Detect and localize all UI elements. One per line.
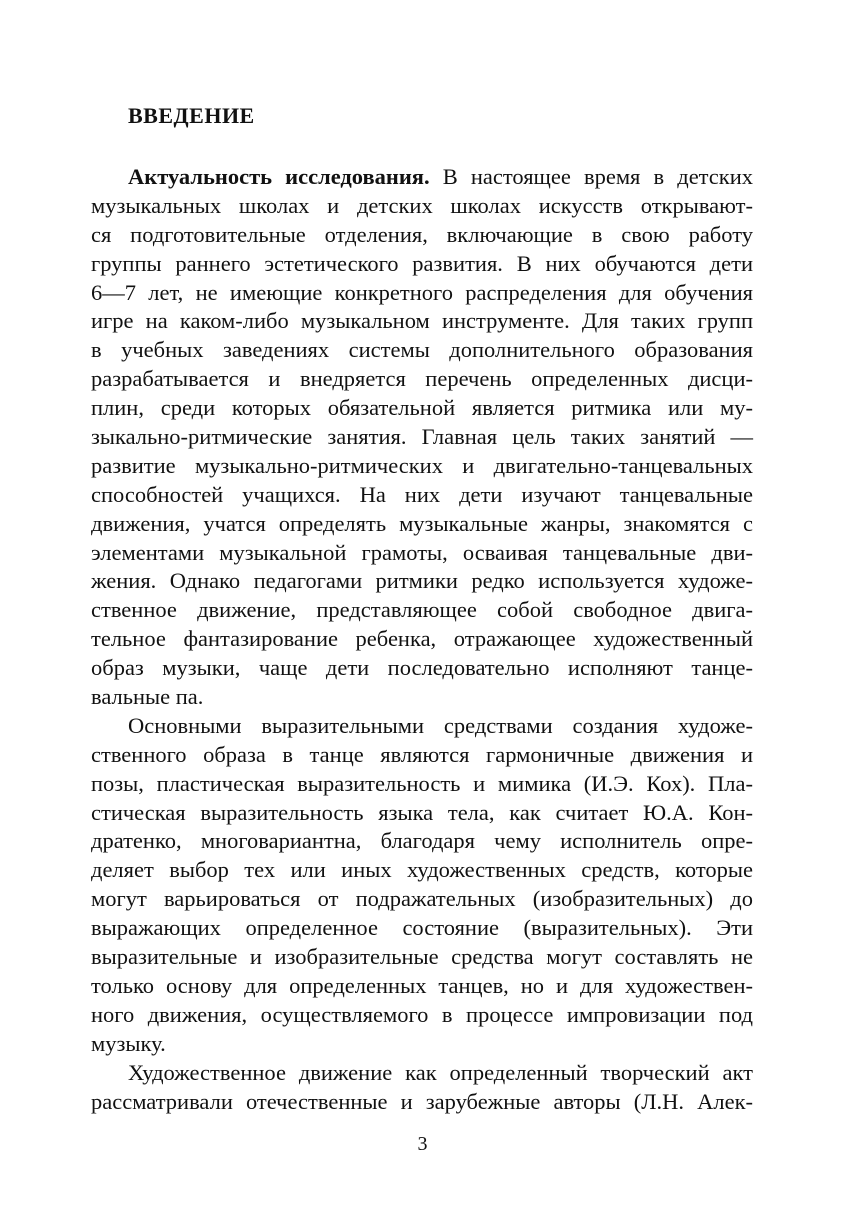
text-line: образ музыки, чаще дети последовательно исполняют танце- [91,655,753,681]
text-line: тельное фантазирование ребенка, отражающее художественный [91,626,753,652]
section-heading: ВВЕДЕНИЕ [128,103,255,128]
text-line: ственное движение, представляющее собой свободное двига- [91,597,753,623]
text-line: могут варьироваться от подражательных (изобразительных) до [91,886,753,912]
text-line: ного движения, осуществляемого в процессе импровизации под [91,1001,753,1027]
text-line: группы раннего эстетического развития. В них обучаются дети [91,250,753,276]
line-text: В настоящее время в детских [429,164,753,189]
text-line: зыкально-ритмические занятия. Главная цель таких занятий — [91,424,753,450]
text-line: движения, учатся определять музыкальные жанры, знакомятся с [91,510,753,536]
text-line: плин, среди которых обязательной является ритмика или му- [91,395,753,421]
text-line: дратенко, многовариантна, благодаря чему исполнитель опре- [91,828,753,854]
text-line: выражающих определенное состояние (выразительных). Эти [91,915,753,941]
text-line: стическая выразительность языка тела, как считает Ю.А. Кон- [91,799,753,825]
text-line: ственного образа в танце являются гармоничные движения и [91,741,753,767]
text-line: выразительные и изобразительные средства могут составлять не [91,944,753,970]
text-line: вальные па. [91,684,204,710]
text-line: развитие музыкально-ритмических и двигательно-танцевальных [91,452,753,478]
text-line: жения. Однако педагогами ритмики редко используется художе- [91,568,753,594]
run-in-heading: Актуальность исследования. [128,164,430,189]
page-number: 3 [417,1133,428,1155]
text-line: способностей учащихся. На них дети изучают танцевальные [91,481,753,507]
text-line: разрабатывается и внедряется перечень определенных дисци- [91,366,753,392]
text-line: в учебных заведениях системы дополнительного образования [91,337,753,363]
body-text [91,163,753,1116]
text-line: деляет выбор тех или иных художественных средств, которые [91,857,753,883]
paragraph-relevance [91,163,753,712]
text-line: позы, пластическая выразительность и мимика (И.Э. Кох). Пла- [91,770,753,796]
text-line: рассматривали отечественные и зарубежные авторы (Л.Н. Алек- [91,1088,753,1114]
text-line: музыкальных школах и детских школах искусств открывают- [91,192,753,218]
text-line [91,163,753,192]
text-line: ся подготовительные отделения, включающие в свою работу [91,221,753,247]
text-line: Художественное движение как определенный творческий акт [128,1059,753,1085]
text-line: 6—7 лет, не имеющие конкретного распределения для обучения [91,279,753,305]
text-line: только основу для определенных танцев, но и для художествен- [91,972,753,998]
text-line: музыку. [91,1030,166,1056]
text-line: игре на каком-либо музыкальном инструменте. Для таких групп [91,308,753,334]
paragraph-artistic-movement [91,1059,753,1117]
paragraph-expressive-means [91,712,753,1059]
text-line: Основными выразительными средствами создания художе- [128,712,753,738]
text-line: элементами музыкальной грамоты, осваивая танцевальные дви- [91,539,753,565]
